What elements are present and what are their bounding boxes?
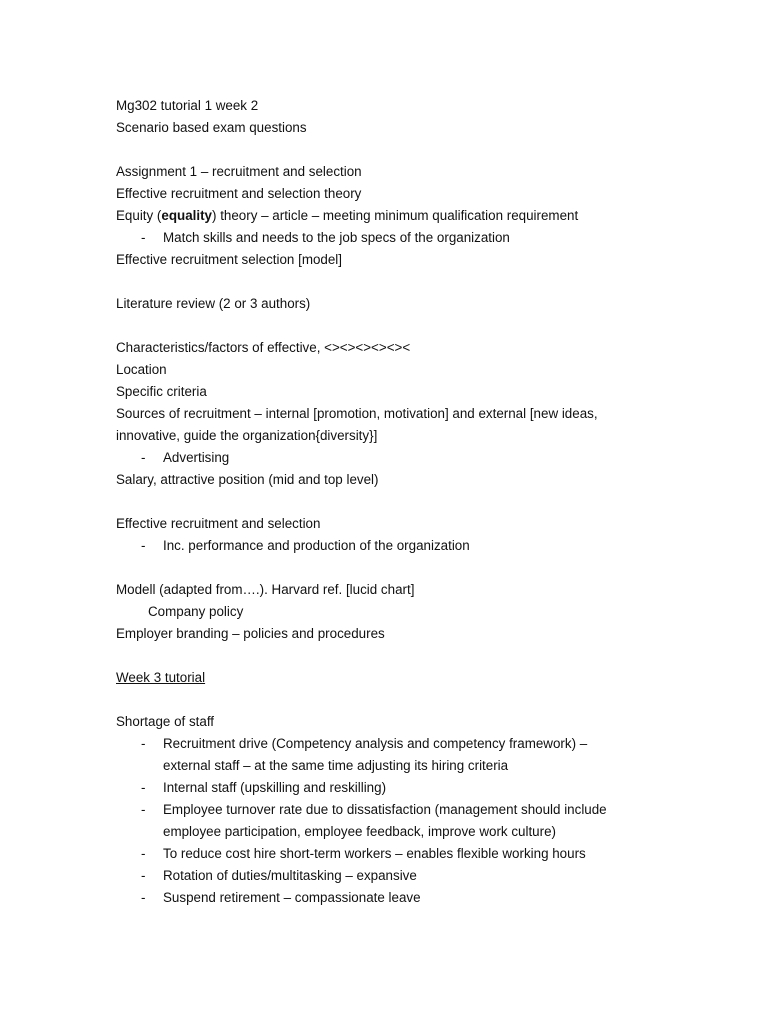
text-line-company-policy: Company policy [148,604,244,619]
bullet-text-drive: Recruitment drive (Competency analysis and competency framework) – [163,736,588,751]
text-line-theory: Effective recruitment and selection theory [116,186,362,201]
text-line-location: Location [116,362,167,377]
text-line-literature: Literature review (2 or 3 authors) [116,296,311,311]
text-line-model: Effective recruitment selection [model] [116,252,343,267]
bullet-text-suspend: Suspend retirement – compassionate leave [163,890,421,905]
bullet-dash: - [141,230,146,245]
bullet-dash: - [141,868,146,883]
document-subtitle: Scenario based exam questions [116,120,307,135]
bullet-text-match: Match skills and needs to the job specs of the organization [163,230,510,245]
bullet-text-drive-cont: external staff – at the same time adjusting its hiring criteria [163,758,509,773]
equity-prefix: Equity ( [116,208,162,223]
bullet-text-rotation: Rotation of duties/multitasking – expansive [163,868,417,883]
bullet-dash: - [141,890,146,905]
equity-bold: equality [161,208,213,223]
text-line-modell: Modell (adapted from….). Harvard ref. [lucid chart] [116,582,415,597]
document-title: Mg302 tutorial 1 week 2 [116,98,259,113]
equity-suffix: ) theory – article – meeting minimum qualification requirement [212,208,579,223]
section-heading-week3: Week 3 tutorial [116,670,206,685]
text-line-criteria: Specific criteria [116,384,207,399]
bullet-text-turnover: Employee turnover rate due to dissatisfaction (management should include [163,802,607,817]
bullet-dash: - [141,450,146,465]
bullet-text-cost: To reduce cost hire short-term workers – enables flexible working hours [163,846,586,861]
text-line-equity [116,207,578,225]
bullet-dash: - [141,846,146,861]
text-line-assignment: Assignment 1 – recruitment and selection [116,164,362,179]
bullet-dash: - [141,780,146,795]
bullet-text-advertising: Advertising [163,450,230,465]
text-line-sources-cont: innovative, guide the organization{diversity}] [116,428,378,443]
text-line-salary: Salary, attractive position (mid and top level) [116,472,379,487]
bullet-dash: - [141,802,146,817]
bullet-dash: - [141,538,146,553]
text-line-sources: Sources of recruitment – internal [promotion, motivation] and external [new ideas, [116,406,598,421]
bullet-text-turnover-cont: employee participation, employee feedback, improve work culture) [163,824,556,839]
text-line-characteristics: Characteristics/factors of effective, <><><><><>< [116,340,411,355]
text-line-branding: Employer branding – policies and procedures [116,626,385,641]
bullet-text-inc: Inc. performance and production of the organization [163,538,470,553]
text-line-shortage: Shortage of staff [116,714,215,729]
bullet-text-internal: Internal staff (upskilling and reskilling) [163,780,387,795]
bullet-dash: - [141,736,146,751]
text-line-effective: Effective recruitment and selection [116,516,321,531]
